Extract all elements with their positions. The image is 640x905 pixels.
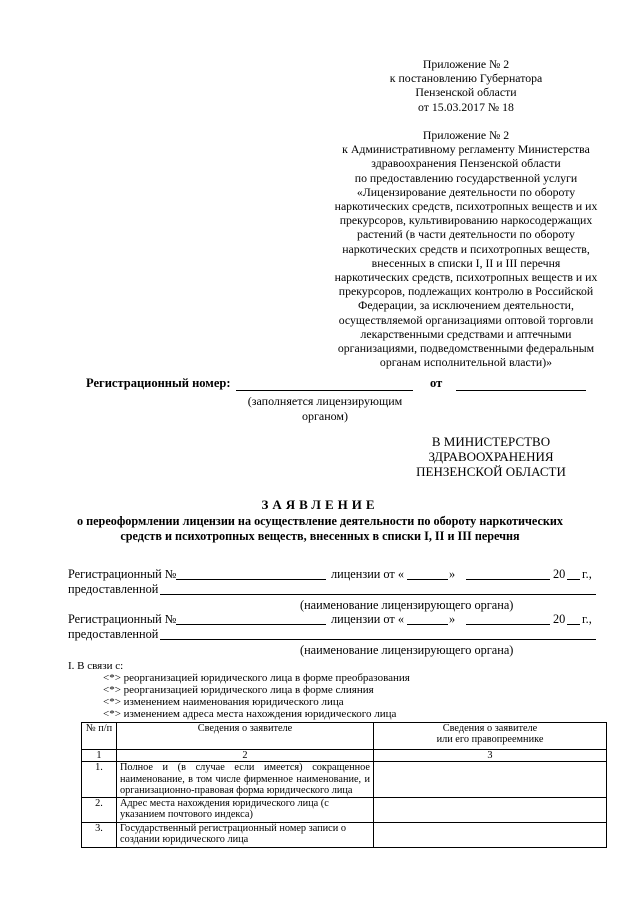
license-authority-note: (наименование лицензирующего органа) bbox=[300, 598, 514, 612]
column-number: 3 bbox=[374, 750, 607, 762]
appendix-line: осуществляемой организациями оптовой торговли bbox=[338, 312, 594, 327]
header-successor-line: или его правопреемнике bbox=[436, 734, 544, 746]
row-value-cell[interactable] bbox=[374, 797, 607, 822]
license-reg-number-field[interactable] bbox=[176, 624, 326, 625]
column-number: 2 bbox=[117, 750, 374, 762]
row-value-cell[interactable] bbox=[374, 762, 607, 797]
appendix-line: здравоохранения Пензенской области bbox=[371, 156, 561, 171]
addressee-line: ЗДРАВООХРАНЕНИЯ bbox=[428, 449, 554, 464]
license-authority-field[interactable] bbox=[160, 639, 596, 640]
table-row bbox=[82, 822, 607, 847]
registration-number-field[interactable] bbox=[236, 390, 413, 391]
license-year-prefix: 20 bbox=[553, 612, 566, 626]
appendix-line: по предоставлению государственной услуги bbox=[354, 170, 578, 185]
addressee-line: В МИНИСТЕРСТВО bbox=[431, 434, 551, 449]
license-reg-label: Регистрационный № bbox=[68, 567, 177, 581]
registration-note-line: органом) bbox=[301, 408, 349, 423]
document-title: ЗАЯВЛЕНИЕ bbox=[261, 497, 379, 512]
appendix-line: Приложение № 2 bbox=[422, 128, 510, 142]
applicant-info-table bbox=[81, 722, 607, 848]
reason-option[interactable]: <*> изменением наименования юридического лица bbox=[103, 696, 344, 708]
reason-option[interactable]: <*> изменением адреса места нахождения юридического лица bbox=[103, 708, 397, 720]
appendix-line: к постановлению Губернатора bbox=[389, 71, 543, 86]
appendix-regulation-header bbox=[296, 128, 636, 369]
registration-note bbox=[226, 394, 424, 423]
appendix-line: прекурсоров, подлежащих контролю в Российской bbox=[338, 284, 594, 299]
license-authority-field[interactable] bbox=[160, 594, 596, 595]
header-num: № п/п bbox=[82, 723, 117, 750]
appendix-line: Приложение № 2 bbox=[422, 57, 510, 71]
appendix-line: прекурсоров, культивированию наркосодержащих bbox=[339, 213, 593, 228]
table-header-row bbox=[82, 723, 607, 750]
document-subtitle bbox=[0, 514, 640, 543]
license-from-label: лицензии от « bbox=[331, 612, 405, 626]
registration-note-line: (заполняется лицензирующим bbox=[247, 394, 403, 408]
appendix-line: наркотических средств и психотропных веществ, bbox=[342, 241, 590, 256]
appendix-line: внесенных в списки I, II и III перечня bbox=[371, 255, 561, 270]
table-row bbox=[82, 797, 607, 822]
appendix-line: наркотических средств, психотропных веществ и их bbox=[334, 199, 598, 214]
registration-date-label: от bbox=[430, 376, 443, 390]
license-year-suffix: г., bbox=[582, 567, 592, 581]
license-month-field[interactable] bbox=[466, 624, 550, 625]
license-day-field[interactable] bbox=[407, 579, 448, 580]
license-provided-label: предоставленной bbox=[68, 582, 159, 596]
reason-option[interactable]: <*> реорганизацией юридического лица в форме преобразования bbox=[103, 672, 410, 684]
license-day-field[interactable] bbox=[407, 624, 448, 625]
row-description: Адрес места нахождения юридического лица (с указанием почтового индекса) bbox=[117, 797, 374, 822]
license-authority-note: (наименование лицензирующего органа) bbox=[300, 643, 514, 657]
appendix-decree-header bbox=[296, 57, 636, 114]
row-num: 2. bbox=[82, 797, 117, 822]
appendix-line: наркотических средств, психотропных веществ и их bbox=[334, 270, 598, 285]
license-provided-label: предоставленной bbox=[68, 627, 159, 641]
license-reg-label: Регистрационный № bbox=[68, 612, 177, 626]
appendix-line: к Административному регламенту Министерства bbox=[342, 142, 590, 157]
license-reg-number-field[interactable] bbox=[176, 579, 326, 580]
license-from-label: лицензии от « bbox=[331, 567, 405, 581]
row-description: Государственный регистрационный номер записи о создании юридического лица bbox=[117, 822, 374, 847]
license-year-suffix: г., bbox=[582, 612, 592, 626]
appendix-line: «Лицензирование деятельности по обороту bbox=[356, 184, 576, 199]
appendix-line: организациями, подведомственными федеральным bbox=[337, 341, 595, 356]
appendix-line: Пензенской области bbox=[415, 85, 517, 100]
header-applicant: Сведения о заявителе bbox=[117, 723, 374, 750]
appendix-line: растений (в части деятельности по обороту bbox=[357, 227, 575, 242]
reason-option[interactable]: <*> реорганизацией юридического лица в форме слияния bbox=[103, 684, 374, 696]
subtitle-line: о переоформлении лицензии на осуществление деятельности по обороту наркотических bbox=[76, 514, 563, 528]
addressee-block bbox=[398, 434, 584, 479]
header-successor-line: Сведения о заявителе bbox=[442, 723, 538, 734]
license-month-field[interactable] bbox=[466, 579, 550, 580]
header-successor bbox=[374, 723, 607, 750]
license-quote-close: » bbox=[449, 567, 456, 581]
appendix-line: от 15.03.2017 № 18 bbox=[418, 99, 514, 114]
row-value-cell[interactable] bbox=[374, 822, 607, 847]
row-description: Полное и (в случае если имеется) сокращенное наименование, в том числе фирменное наименование, и организационно-правовая форма юридического лица bbox=[117, 762, 374, 797]
license-year-field[interactable] bbox=[567, 624, 580, 625]
registration-date-field[interactable] bbox=[456, 390, 586, 391]
row-num: 3. bbox=[82, 822, 117, 847]
addressee-line: ПЕНЗЕНСКОЙ ОБЛАСТИ bbox=[416, 464, 566, 479]
reasons-heading: I. В связи с: bbox=[68, 660, 124, 672]
subtitle-line: средств и психотропных веществ, внесенных в списки I, II и III перечня bbox=[120, 528, 520, 543]
table-row bbox=[82, 762, 607, 797]
column-number: 1 bbox=[82, 750, 117, 762]
appendix-line: Федерации, за исключением деятельности, bbox=[358, 298, 574, 313]
appendix-line: органам исполнительной власти)» bbox=[379, 355, 553, 370]
row-num: 1. bbox=[82, 762, 117, 797]
license-quote-close: » bbox=[449, 612, 456, 626]
table-column-numbers-row bbox=[82, 750, 607, 762]
license-year-prefix: 20 bbox=[553, 567, 566, 581]
registration-number-label: Регистрационный номер: bbox=[86, 376, 231, 390]
appendix-line: лекарственными средствами и аптечными bbox=[360, 326, 572, 341]
license-year-field[interactable] bbox=[567, 579, 580, 580]
